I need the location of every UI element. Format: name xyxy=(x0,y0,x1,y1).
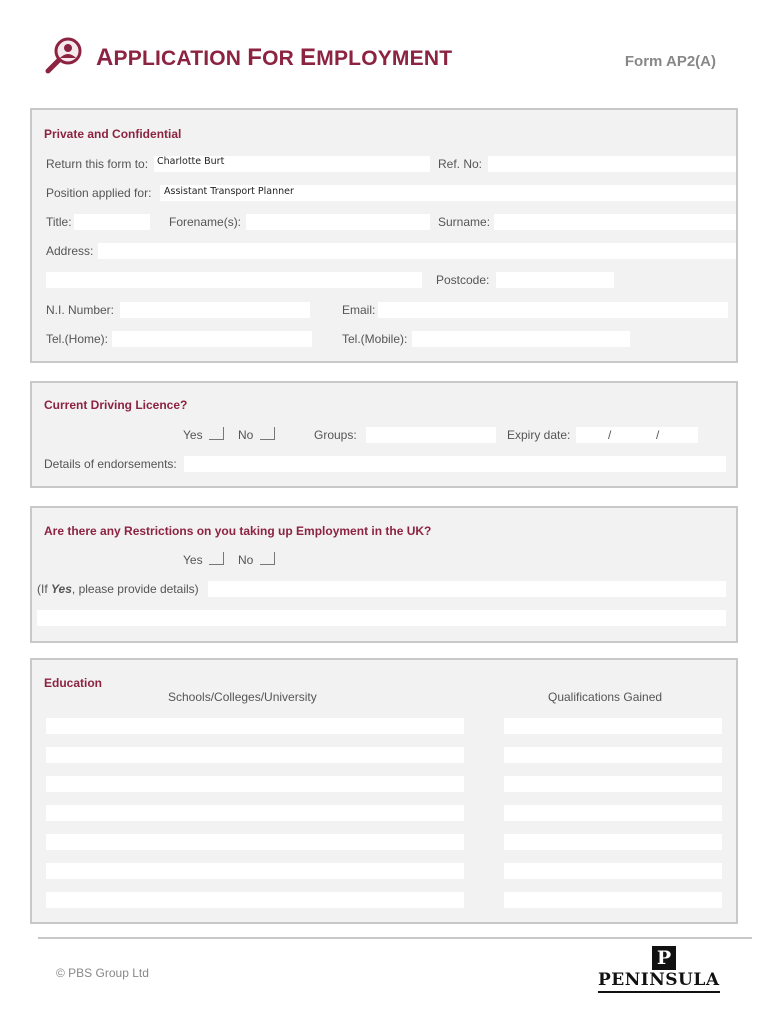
expiry-date-separator-1: / xyxy=(608,428,612,442)
restrictions-no-label: No xyxy=(238,553,254,567)
tel-mobile-label: Tel.(Mobile): xyxy=(342,332,408,346)
driving-licence-panel xyxy=(30,381,738,488)
postcode-field[interactable] xyxy=(496,272,614,288)
qualification-field-1[interactable] xyxy=(504,718,722,734)
surname-field[interactable] xyxy=(494,214,736,230)
school-field-7[interactable] xyxy=(46,892,464,908)
address-field-line-2[interactable] xyxy=(46,272,422,288)
licence-yes-label: Yes xyxy=(183,428,203,442)
school-field-3[interactable] xyxy=(46,776,464,792)
tel-home-field[interactable] xyxy=(112,331,312,347)
expiry-date-separator-2: / xyxy=(656,428,660,442)
restrictions-details-field-2[interactable] xyxy=(37,610,726,626)
school-field-6[interactable] xyxy=(46,863,464,879)
form-code: Form AP2(A) xyxy=(624,53,716,70)
section-title-education: Education xyxy=(44,676,103,690)
tel-mobile-field[interactable] xyxy=(412,331,630,347)
groups-field[interactable] xyxy=(366,427,496,443)
qualifications-column-header: Qualifications Gained xyxy=(548,690,663,704)
ni-number-field[interactable] xyxy=(120,302,310,318)
section-title-restrictions: Are there any Restrictions on you taking up Employment in the UK? xyxy=(44,524,432,538)
restrictions-panel xyxy=(30,506,738,643)
school-field-2[interactable] xyxy=(46,747,464,763)
section-title-private: Private and Confidential xyxy=(44,127,182,141)
personal-details-panel xyxy=(30,108,738,363)
return-to-label: Return this form to: xyxy=(46,157,149,171)
ni-number-label: N.I. Number: xyxy=(46,303,115,317)
school-field-4[interactable] xyxy=(46,805,464,821)
position-field[interactable] xyxy=(160,185,736,201)
licence-no-checkbox[interactable] xyxy=(260,427,275,440)
peninsula-logo-text: PENINSULA xyxy=(598,970,720,993)
qualification-field-2[interactable] xyxy=(504,747,722,763)
title-label: Title: xyxy=(46,215,72,229)
forename-label: Forename(s): xyxy=(169,215,242,229)
school-field-1[interactable] xyxy=(46,718,464,734)
restrictions-no-checkbox[interactable] xyxy=(260,552,275,565)
section-title-licence: Current Driving Licence? xyxy=(44,398,188,412)
education-panel xyxy=(30,658,738,924)
qualification-field-6[interactable] xyxy=(504,863,722,879)
footer-divider xyxy=(38,937,752,939)
endorsements-field[interactable] xyxy=(184,456,726,472)
email-label: Email: xyxy=(342,303,376,317)
qualification-field-4[interactable] xyxy=(504,805,722,821)
qualification-field-7[interactable] xyxy=(504,892,722,908)
surname-label: Surname: xyxy=(438,215,491,229)
page-title: APPLICATION FOR EMPLOYMENT xyxy=(96,44,453,71)
restrictions-details-label: (If Yes, please provide details) xyxy=(37,582,199,596)
ref-no-field[interactable] xyxy=(488,156,736,172)
qualification-field-5[interactable] xyxy=(504,834,722,850)
title-field[interactable] xyxy=(74,214,150,230)
restrictions-yes-checkbox[interactable] xyxy=(209,552,224,565)
expiry-date-field[interactable] xyxy=(576,427,698,443)
licence-yes-checkbox[interactable] xyxy=(209,427,224,440)
copyright-text: © PBS Group Ltd xyxy=(56,966,149,980)
licence-no-label: No xyxy=(238,428,254,442)
ref-no-label: Ref. No: xyxy=(438,157,483,171)
tel-home-label: Tel.(Home): xyxy=(46,332,109,346)
forename-field[interactable] xyxy=(246,214,430,230)
school-field-5[interactable] xyxy=(46,834,464,850)
address-field-line-1[interactable] xyxy=(98,243,736,259)
return-to-field[interactable] xyxy=(154,156,430,172)
email-field[interactable] xyxy=(378,302,728,318)
restrictions-yes-label: Yes xyxy=(183,553,203,567)
endorsements-label: Details of endorsements: xyxy=(44,457,177,471)
groups-label: Groups: xyxy=(314,428,357,442)
return-to-value: Charlotte Burt xyxy=(157,156,225,167)
restrictions-details-field-1[interactable] xyxy=(208,581,726,597)
position-value: Assistant Transport Planner xyxy=(164,186,294,197)
expiry-date-label: Expiry date: xyxy=(507,428,571,442)
schools-column-header: Schools/Colleges/University xyxy=(168,690,317,704)
peninsula-logo-letter: P xyxy=(656,947,672,969)
position-label: Position applied for: xyxy=(46,186,152,200)
magnifier-person-icon xyxy=(44,36,86,74)
address-label: Address: xyxy=(46,244,94,258)
peninsula-logo-icon xyxy=(652,946,676,970)
qualification-field-3[interactable] xyxy=(504,776,722,792)
postcode-label: Postcode: xyxy=(436,273,490,287)
